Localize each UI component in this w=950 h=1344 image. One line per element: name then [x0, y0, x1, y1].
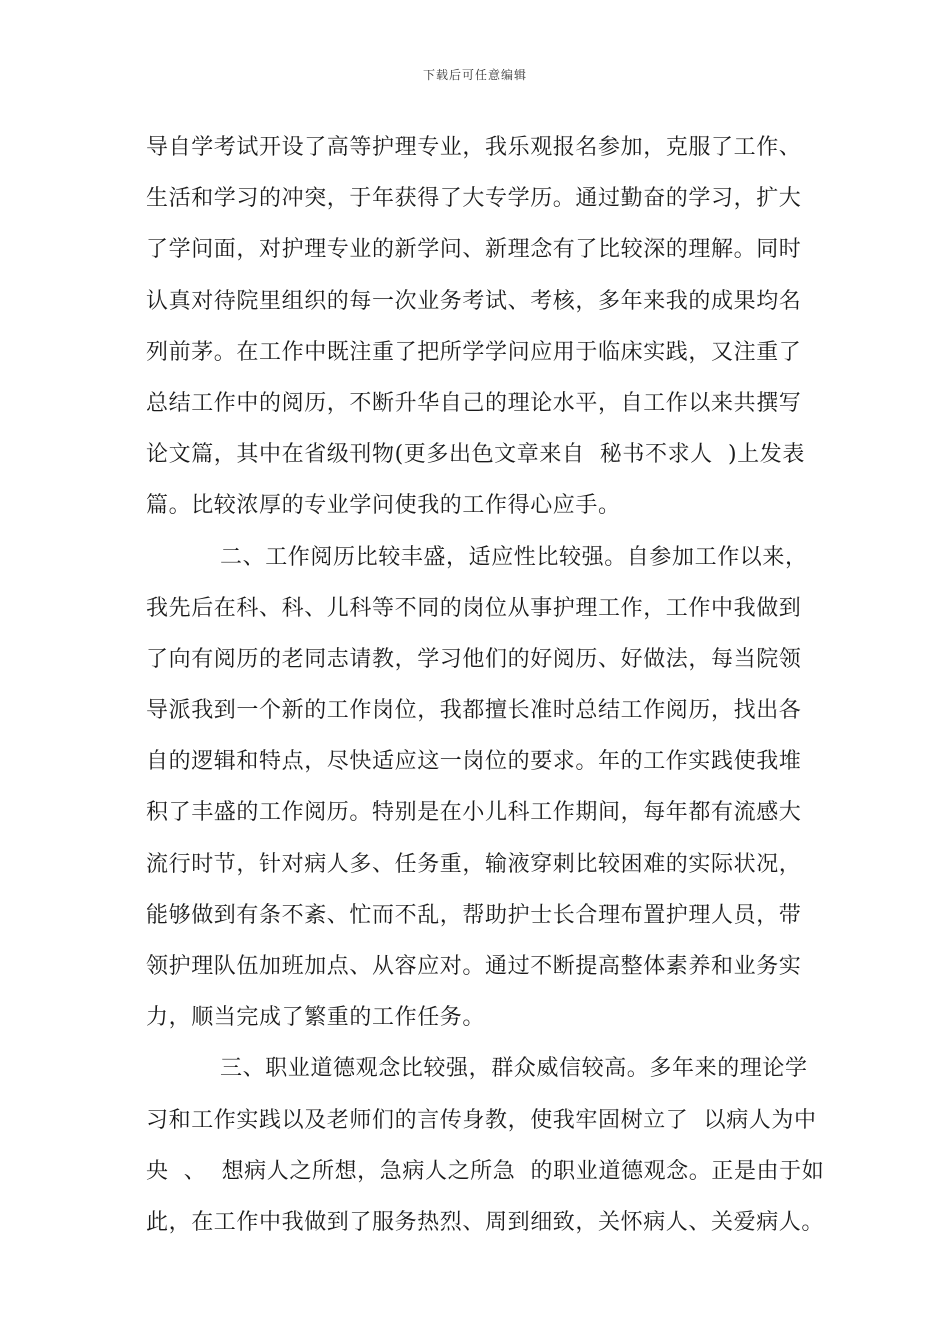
text-line: 此，在工作中我做到了服务热烈、周到细致，关怀病人、关爱病人。 — [146, 1209, 825, 1235]
text-line: 了学问面，对护理专业的新学问、新理念有了比较深的理解。同时 — [146, 237, 802, 263]
text-line: 积了丰盛的工作阅历。特别是在小儿科工作期间，每年都有流感大 — [146, 800, 802, 826]
text-line: 领护理队伍加班加点、从容应对。通过不断提高整体素养和业务实 — [146, 954, 802, 979]
text-line: 导派我到一个新的工作岗位，我都擅长准时总结工作阅历，找出各 — [146, 698, 802, 724]
text-line: 我先后在科、科、儿科等不同的岗位从事护理工作，工作中我做到 — [146, 595, 802, 621]
text-line: 流行时节，针对病人多、任务重，输液穿刺比较困难的实际状况， — [146, 851, 802, 877]
text-line: 导自学考试开设了高等护理专业，我乐观报名参加，克服了工作、 — [146, 135, 802, 160]
text-line: 论文篇，其中在省级刊物(更多出色文章来自 秘书不求人 )上发表 — [146, 442, 805, 468]
text-line: 力，顺当完成了繁重的工作任务。 — [146, 1005, 486, 1031]
page-header: 下载后可任意编辑 — [422, 68, 527, 82]
text-line: 篇。比较浓厚的专业学问使我的工作得心应手。 — [146, 493, 621, 519]
text-line: 生活和学习的冲突，于年获得了大专学历。通过勤奋的学习，扩大 — [146, 186, 802, 212]
text-line: 认真对待院里组织的每一次业务考试、考核，多年来我的成果均名 — [146, 288, 802, 314]
text-line: 自的逻辑和特点，尽快适应这一岗位的要求。年的工作实践使我堆 — [146, 749, 802, 775]
section-heading-line: 三、职业道德观念比较强，群众威信较高。多年来的理论学 — [220, 1056, 808, 1082]
text-line: 央 、 想病人之所想，急病人之所急 的职业道德观念。正是由于如 — [146, 1158, 825, 1184]
text-line: 了向有阅历的老同志请教，学习他们的好阅历、好做法，每当院领 — [146, 646, 802, 672]
section-heading-line: 二、工作阅历比较丰盛，适应性比较强。自参加工作以来， — [220, 544, 808, 570]
document-body — [146, 122, 825, 1248]
text-line: 能够做到有条不紊、忙而不乱，帮助护士长合理布置护理人员，带 — [146, 902, 802, 928]
text-line: 列前茅。在工作中既注重了把所学学问应用于临床实践，又注重了 — [146, 339, 802, 365]
text-line: 习和工作实践以及老师们的言传身教，使我牢固树立了 以病人为中 — [146, 1107, 817, 1133]
text-line: 总结工作中的阅历，不断升华自己的理论水平，自工作以来共撰写 — [146, 390, 802, 416]
